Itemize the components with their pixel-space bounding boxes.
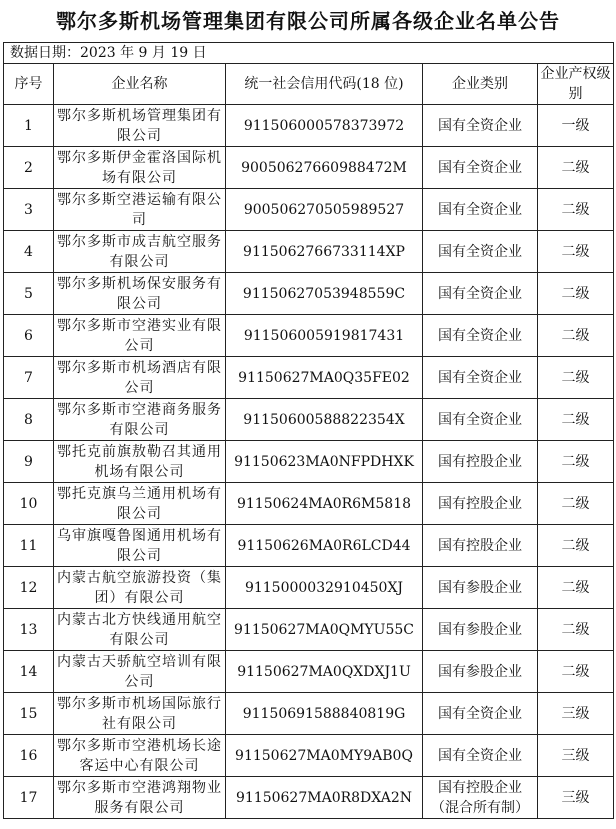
- credit-code: 9115062766733114XP: [226, 231, 423, 273]
- table-row: [4, 189, 614, 231]
- date-row: [4, 43, 614, 64]
- ownership-level: 二级: [538, 147, 614, 189]
- row-index: 13: [4, 609, 54, 651]
- row-index: 17: [4, 777, 54, 819]
- row-index: 2: [4, 147, 54, 189]
- table-header-row: [4, 64, 614, 105]
- credit-code: 91150624MA0R6M5818: [226, 483, 423, 525]
- credit-code: 91150627MA0R8DXA2N: [226, 777, 423, 819]
- company-name: 鄂尔多斯市空港机场长途客运中心有限公司: [54, 735, 226, 777]
- table-row: [4, 525, 614, 567]
- ownership-level: 一级: [538, 105, 614, 147]
- company-name: 鄂托克旗乌兰通用机场有限公司: [54, 483, 226, 525]
- company-name: 鄂尔多斯市机场酒店有限公司: [54, 357, 226, 399]
- company-name: 内蒙古天骄航空培训有限公司: [54, 651, 226, 693]
- enterprise-type: 国有全资企业: [423, 735, 538, 777]
- row-index: 9: [4, 441, 54, 483]
- table-row: [4, 315, 614, 357]
- enterprise-type: 国有参股企业: [423, 651, 538, 693]
- row-index: 1: [4, 105, 54, 147]
- enterprise-type: 国有控股企业（混合所有制）: [423, 777, 538, 819]
- credit-code: 91150691588840819G: [226, 693, 423, 735]
- credit-code: 91150623MA0NFPDHXK: [226, 441, 423, 483]
- row-index: 3: [4, 189, 54, 231]
- table-row: [4, 609, 614, 651]
- enterprise-type: 国有全资企业: [423, 231, 538, 273]
- row-index: 6: [4, 315, 54, 357]
- enterprise-type: 国有控股企业: [423, 441, 538, 483]
- row-index: 12: [4, 567, 54, 609]
- company-name: 鄂托克前旗敖勒召其通用机场有限公司: [54, 441, 226, 483]
- row-index: 11: [4, 525, 54, 567]
- company-name: 乌审旗嘎鲁图通用机场有限公司: [54, 525, 226, 567]
- ownership-level: 三级: [538, 693, 614, 735]
- enterprise-type: 国有全资企业: [423, 273, 538, 315]
- enterprise-type: 国有全资企业: [423, 399, 538, 441]
- credit-code: 91150627MA0MY9AB0Q: [226, 735, 423, 777]
- company-name: 鄂尔多斯市空港鸿翔物业服务有限公司: [54, 777, 226, 819]
- ownership-level: 二级: [538, 315, 614, 357]
- enterprise-type: 国有控股企业: [423, 483, 538, 525]
- row-index: 15: [4, 693, 54, 735]
- row-index: 8: [4, 399, 54, 441]
- credit-code: 91150627MA0QMYU55C: [226, 609, 423, 651]
- ownership-level: 三级: [538, 777, 614, 819]
- header-name: 企业名称: [54, 64, 226, 105]
- header-type: 企业类别: [423, 64, 538, 105]
- credit-code: 91150626MA0R6LCD44: [226, 525, 423, 567]
- credit-code: 91150627MA0Q35FE02: [226, 357, 423, 399]
- enterprise-type: 国有全资企业: [423, 693, 538, 735]
- row-index: 5: [4, 273, 54, 315]
- table-row: [4, 399, 614, 441]
- table-row: [4, 483, 614, 525]
- enterprise-type: 国有参股企业: [423, 567, 538, 609]
- ownership-level: 二级: [538, 399, 614, 441]
- ownership-level: 三级: [538, 735, 614, 777]
- row-index: 10: [4, 483, 54, 525]
- table-row: [4, 777, 614, 819]
- table-row: [4, 567, 614, 609]
- ownership-level: 二级: [538, 651, 614, 693]
- enterprise-type: 国有全资企业: [423, 147, 538, 189]
- ownership-level: 二级: [538, 231, 614, 273]
- credit-code: 91150600588822354X: [226, 399, 423, 441]
- company-name: 内蒙古航空旅游投资（集团）有限公司: [54, 567, 226, 609]
- row-index: 4: [4, 231, 54, 273]
- company-name: 鄂尔多斯机场管理集团有限公司: [54, 105, 226, 147]
- row-index: 14: [4, 651, 54, 693]
- enterprise-type: 国有全资企业: [423, 105, 538, 147]
- company-name: 鄂尔多斯市空港实业有限公司: [54, 315, 226, 357]
- table-row: [4, 105, 614, 147]
- ownership-level: 二级: [538, 273, 614, 315]
- enterprise-type: 国有全资企业: [423, 315, 538, 357]
- credit-code: 911506005919817431: [226, 315, 423, 357]
- credit-code: 91150627MA0QXDXJ1U: [226, 651, 423, 693]
- header-level: 企业产权级别: [538, 64, 614, 105]
- row-index: 7: [4, 357, 54, 399]
- credit-code: 9115000032910450XJ: [226, 567, 423, 609]
- enterprise-list-table: [3, 42, 614, 819]
- credit-code: 911506000578373972: [226, 105, 423, 147]
- table-row: [4, 651, 614, 693]
- header-index: 序号: [4, 64, 54, 105]
- table-row: [4, 273, 614, 315]
- table-row: [4, 231, 614, 273]
- company-name: 内蒙古北方快线通用航空有限公司: [54, 609, 226, 651]
- company-name: 鄂尔多斯空港运输有限公司: [54, 189, 226, 231]
- ownership-level: 二级: [538, 525, 614, 567]
- company-name: 鄂尔多斯市空港商务服务有限公司: [54, 399, 226, 441]
- header-code: 统一社会信用代码(18 位): [226, 64, 423, 105]
- table-row: [4, 147, 614, 189]
- credit-code: 91150627053948559C: [226, 273, 423, 315]
- enterprise-type: 国有全资企业: [423, 357, 538, 399]
- page-title: 鄂尔多斯机场管理集团有限公司所属各级企业名单公告: [56, 9, 560, 33]
- enterprise-type: 国有参股企业: [423, 609, 538, 651]
- ownership-level: 二级: [538, 483, 614, 525]
- table-row: [4, 693, 614, 735]
- ownership-level: 二级: [538, 441, 614, 483]
- company-name: 鄂尔多斯市机场国际旅行社有限公司: [54, 693, 226, 735]
- company-name: 鄂尔多斯机场保安服务有限公司: [54, 273, 226, 315]
- ownership-level: 二级: [538, 567, 614, 609]
- ownership-level: 二级: [538, 189, 614, 231]
- credit-code: 900506270505989527: [226, 189, 423, 231]
- table-row: [4, 735, 614, 777]
- ownership-level: 二级: [538, 609, 614, 651]
- company-name: 鄂尔多斯市成吉航空服务有限公司: [54, 231, 226, 273]
- table-row: [4, 357, 614, 399]
- table-row: [4, 441, 614, 483]
- enterprise-type: 国有全资企业: [423, 189, 538, 231]
- ownership-level: 二级: [538, 357, 614, 399]
- enterprise-type: 国有控股企业: [423, 525, 538, 567]
- company-name: 鄂尔多斯伊金霍洛国际机场有限公司: [54, 147, 226, 189]
- row-index: 16: [4, 735, 54, 777]
- credit-code: 90050627660988472M: [226, 147, 423, 189]
- data-date: 数据日期：2023 年 9 月 19 日: [4, 43, 614, 64]
